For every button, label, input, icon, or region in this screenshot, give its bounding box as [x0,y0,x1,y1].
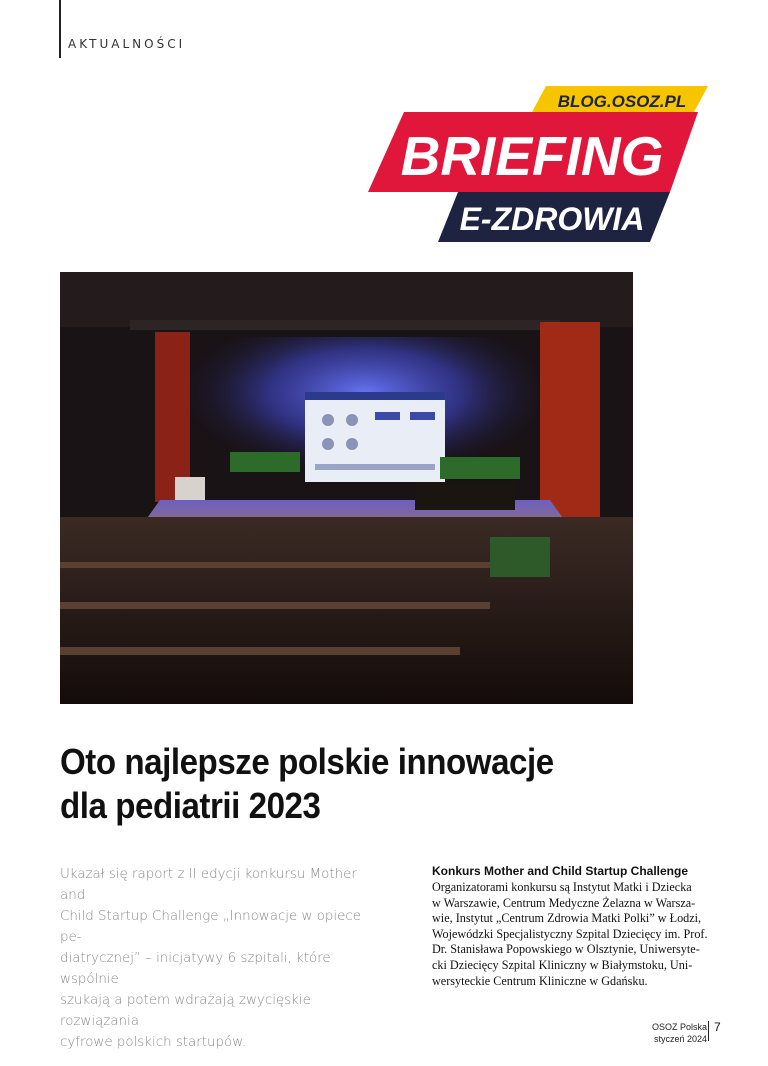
lead-line: Child Startup Challenge „Innowacje w opiece pe- [60,909,361,945]
lead-line: diatrycznej” – inicjatywy 6 szpitali, które wspólnie [60,951,331,987]
section-label: AKTUALNOŚCI [68,37,186,51]
sidebar-line: Dr. Stanisława Popowskiego w Olsztynie, Uniwersyte- [432,942,700,957]
sidebar-body [432,880,709,989]
footer-rule [708,1021,709,1041]
logo-word-briefing: BRIEFING [400,125,664,187]
headline-line-2: dla pediatrii 2023 [60,785,321,826]
sidebar-title: Konkurs Mother and Child Startup Challenge [432,864,689,878]
sidebar-line: wersyteckie Centrum Kliniczne w Gdańsku. [432,973,648,988]
lead-line: Ukazał się raport z II edycji konkursu Mother and [60,867,357,903]
briefing-logo [360,82,710,244]
sidebar-line: w Warszawie, Centrum Medyczne Żelazna w Warsza- [432,895,696,910]
conference-photo [60,272,633,704]
logo-word-ezdrowia: E-ZDROWIA [459,201,645,237]
section-rule [59,0,61,58]
sidebar-line: cki Dziecięcy Szpital Kliniczny w Białymstoku, Uni- [432,957,693,972]
sidebar-line: Wojewódzki Specjalistyczny Szpital Dziecięcy im. Prof. [432,926,708,941]
article-lead [60,864,380,1053]
logo-url-text: BLOG.OSOZ.PL [557,92,687,111]
footer-meta [652,1021,707,1045]
article-headline [60,740,649,828]
headline-line-1: Oto najlepsze polskie innowacje [60,741,554,782]
page-number: 7 [714,1020,721,1034]
lead-line: cyfrowe polskich startupów. [60,1035,247,1050]
lead-line: szukają a potem wdrażają zwycięskie rozwiązania [60,993,311,1029]
footer-issue: styczeń 2024 [653,1034,707,1044]
sidebar-line: wie, Instytut „Centrum Zdrowia Matki Polki” w Łodzi, [432,911,702,926]
footer-publication: OSOZ Polska [651,1022,707,1032]
sidebar-line: Organizatorami konkursu są Instytut Matki i Dziecka [432,880,692,894]
